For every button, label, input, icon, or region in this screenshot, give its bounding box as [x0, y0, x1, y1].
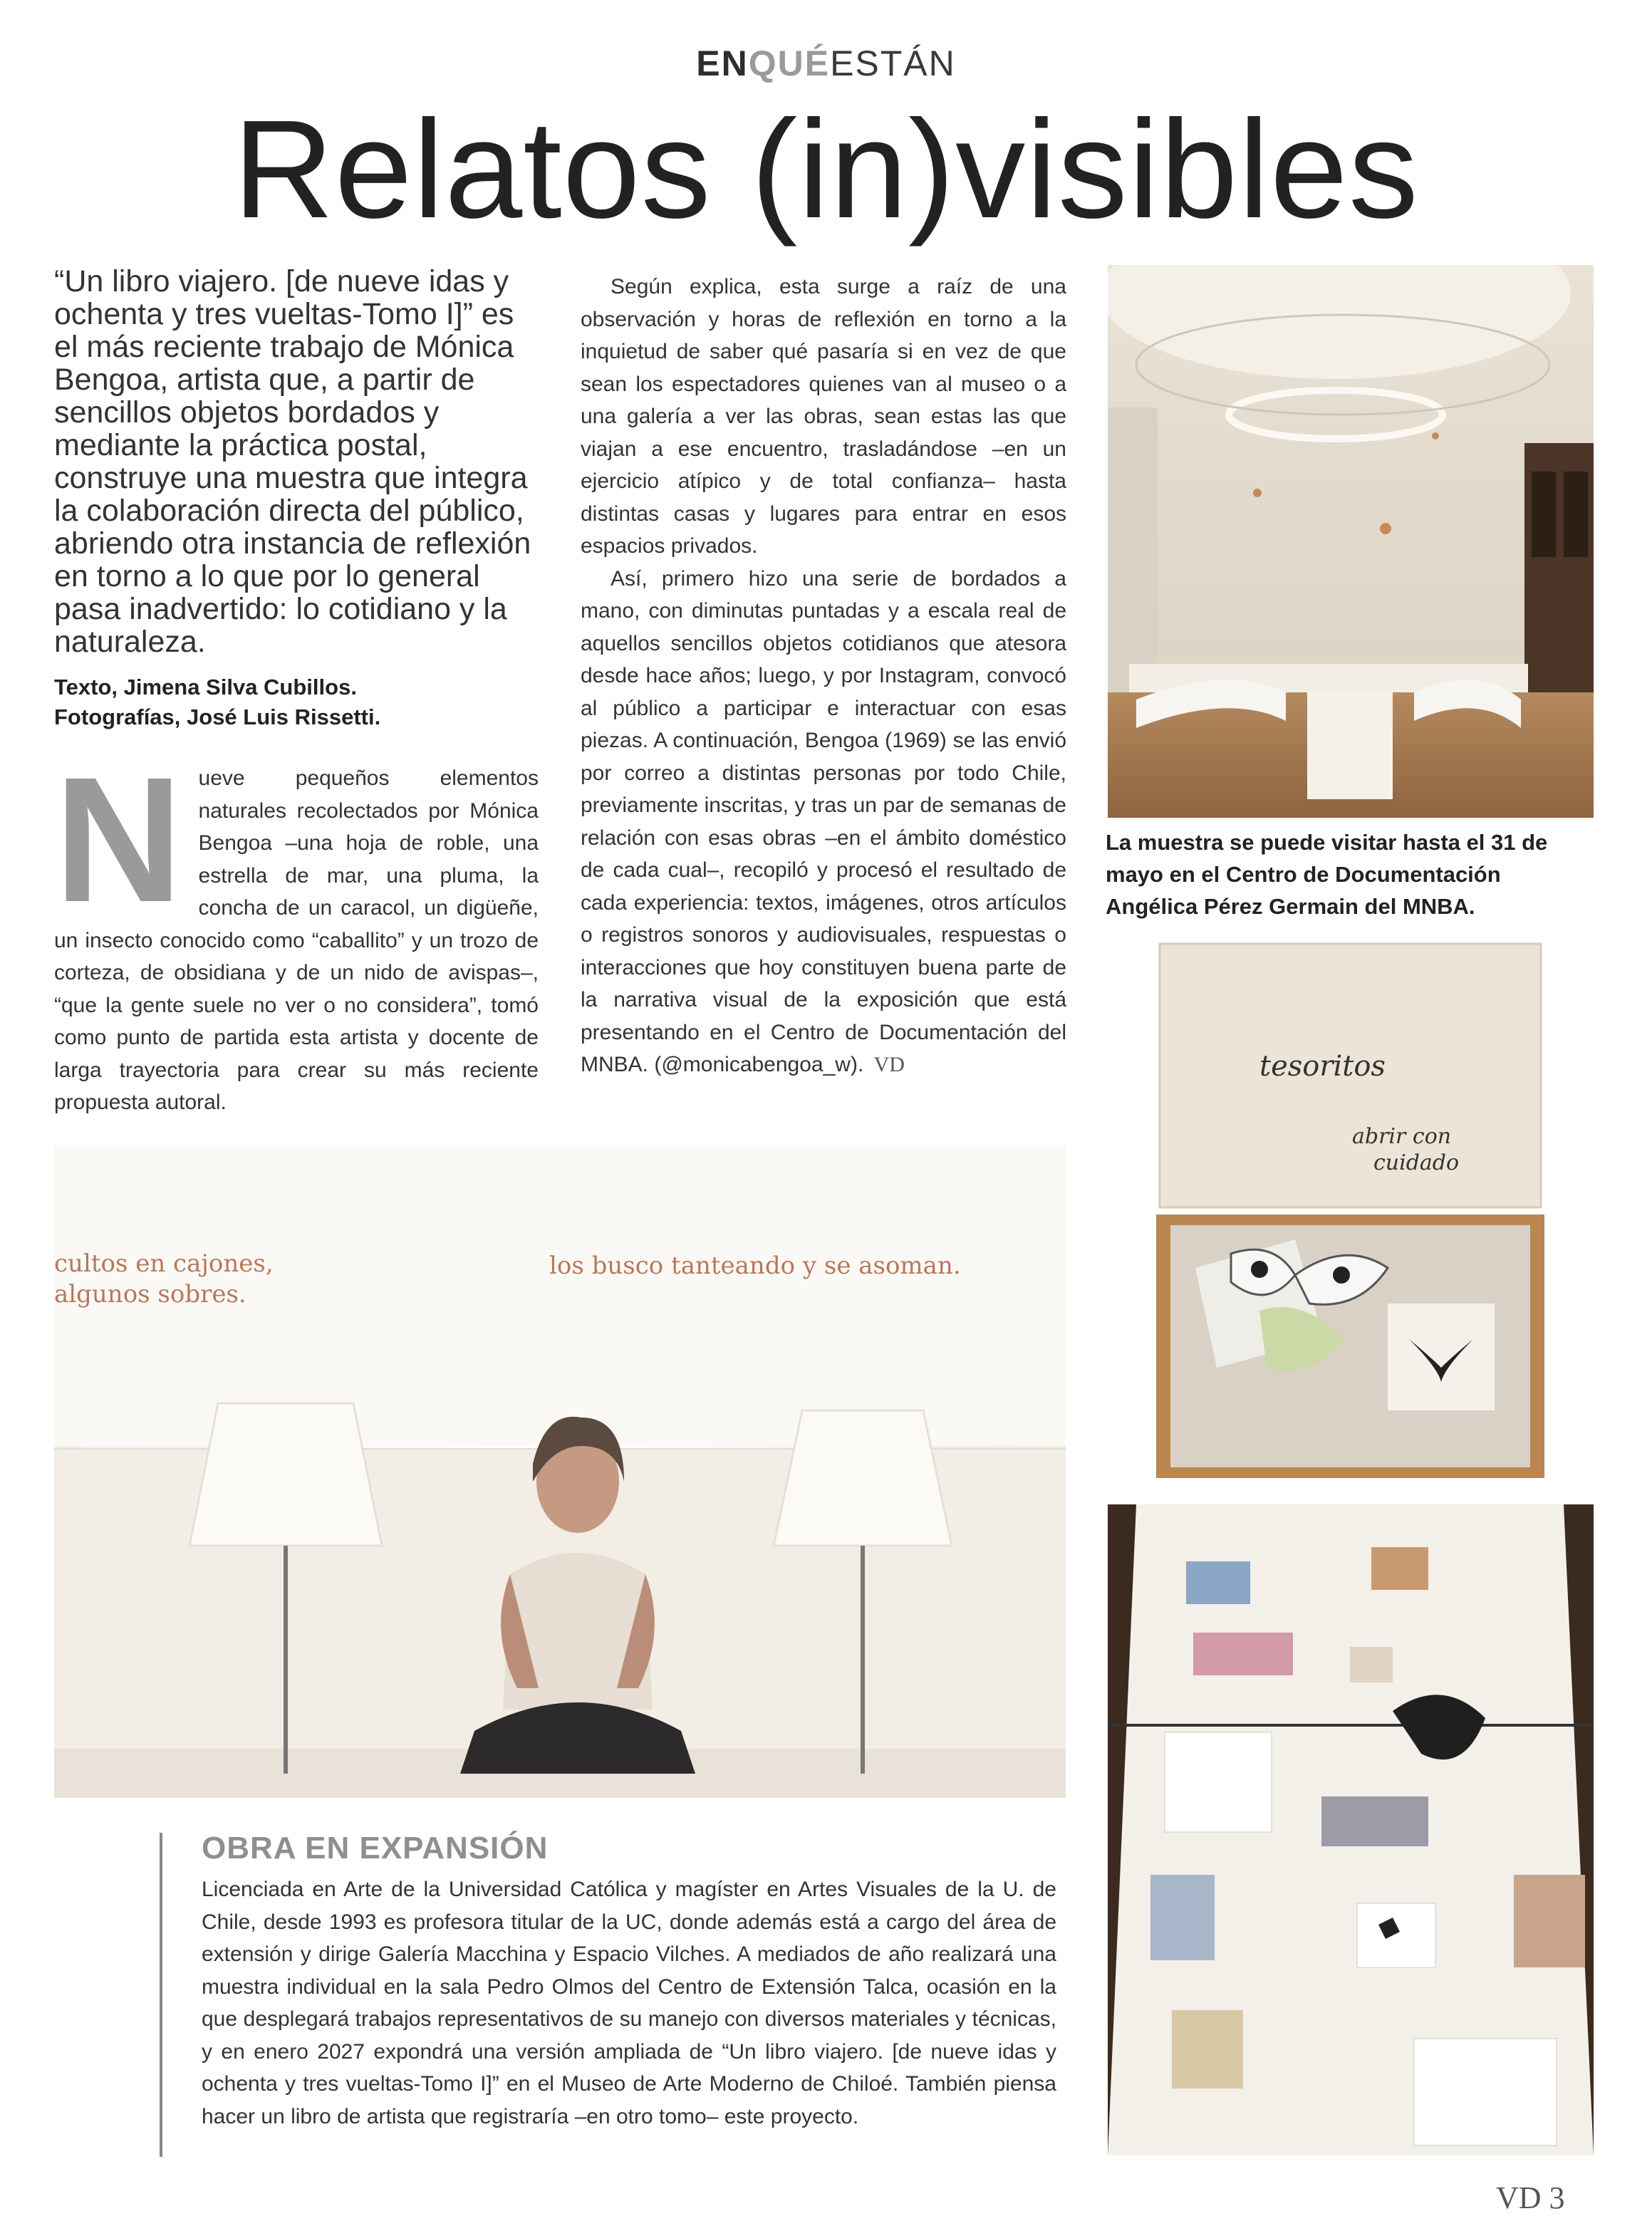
section-label-part-3: ESTÁN: [830, 43, 956, 83]
body-paragraph-1: Según explica, esta surge a raíz de una observación y horas de reflexión en torno a la inquietud de saber qué pasaría si en vez de que sean los espectadores quienes van al museo o a una galería a ver las obras, sean estas las que viajan a ese encuentro, trasladándose –en un ejercicio atípico y de total confianza– hasta distintas casas y lugares para entrar en esos espacios privados.: [581, 275, 1066, 558]
box-label-3: cuidado: [1373, 1150, 1460, 1175]
museum-exhibition-photo: [1108, 265, 1594, 818]
credits: [54, 672, 546, 732]
page-folio: VD 3: [1496, 2180, 1565, 2215]
sidebar-text: Licenciada en Arte de la Universidad Católica y magíster en Artes Visuales de la U. de Chile, desde 1993 es profesora titular de la UC, donde además está a cargo del área de extensión y dirige Galería Macchina y Espacio Vilches. A mediados de año realizará una muestra individual en la sala Pedro Olmos del Centro de Extensión Talca, ocasión en la que desplegará trabajos representativos de su manejo con diversos materiales y técnicas, y en enero 2027 expondrá una versión ampliada de “Un libro viajero. [de nueve idas y ochenta y tres vueltas-Tomo I]” en el Museo de Arte Moderno de Chiloé. También piensa hacer un libro de artista que registraría –en otro tomo– este proyecto.: [202, 1878, 1056, 2128]
lead-paragraph: “Un libro viajero. [de nueve idas y ochenta y tres vueltas-Tomo I]” es el más reciente trabajo de Mónica Bengoa, artista que, a partir de sencillos objetos bordados y mediante la práctica postal, construye una muestra que integra la colaboración directa del público, abriendo otra instancia de reflexión en torno a lo que por lo general pasa inadvertido: lo cotidiano y la naturaleza.: [54, 264, 531, 659]
credit-text: Texto, Jimena Silva Cubillos.: [54, 675, 357, 699]
box-label-2: abrir con: [1352, 1124, 1452, 1149]
embroidered-box-photo: [1153, 940, 1548, 1482]
article-title: Relatos (in)visibles: [233, 91, 1419, 247]
museum-photo-caption: La muestra se puede visitar hasta el 31 de mayo en el Centro de Documentación Angélica Pérez Germain del MNBA.: [1106, 830, 1548, 919]
body-column-1-text: ueve pequeños elementos naturales recolectados por Mónica Bengoa –una hoja de roble, una estrella de mar, una pluma, la concha de un caracol, un digüeñe, un insecto conocido como “caballito” y un trozo de corteza, de obsidiana y de un nido de avispas–, “que la gente suele no ver o no considera”, tomó como punto de partida esta artista y docente de larga trayectoria para crear su más reciente propuesta autoral.: [54, 766, 539, 1114]
section-label: [0, 43, 1652, 84]
body-column-1: [54, 740, 539, 1119]
end-mark: VD: [873, 1053, 905, 1076]
vitrine-photo-illustration: [1108, 1504, 1594, 2155]
drop-cap: N: [54, 740, 183, 939]
box-photo-illustration: [1153, 940, 1548, 1482]
credit-photos: Fotografías, José Luis Rissetti.: [54, 704, 381, 729]
curtain-text-left-2: algunos sobres.: [54, 1280, 246, 1309]
artist-photo-illustration: [54, 1147, 1066, 1798]
body-column-2: [581, 271, 1066, 1081]
sidebar-rule: [160, 1833, 162, 2157]
body-paragraph-2: [581, 563, 1066, 1081]
museum-photo-illustration: [1108, 265, 1594, 818]
artist-portrait-photo: [54, 1147, 1066, 1798]
body-paragraph-2-text: Así, primero hizo una serie de bordados a mano, con diminutas puntadas y a escala real de aquellos sencillos objetos cotidianos que atesora desde hace años; luego, y por Instagram, convocó al público a participar e interactuar con esas piezas. A continuación, Bengoa (1969) se las envió por correo a distintas personas por todo Chile, previamente inscritas, y tras un par de semanas de relación con esas obras –en el ámbito doméstico de cada cual–, recopiló y procesó el resultado de cada experiencia: textos, imágenes, otros artículos o registros sonoros y audiovisuales, respuestas o interacciones que hoy constituyen buena parte de la narrativa visual de la exposición que está presentando en el Centro de Documentación del MNBA. (@monicabengoa_w).: [581, 566, 1066, 1076]
sidebar-title: OBRA EN EXPANSIÓN: [202, 1831, 549, 1866]
section-label-part-1: EN: [696, 43, 749, 83]
section-label-part-2: QUÉ: [748, 43, 831, 83]
curtain-text-right: los busco tanteando y se asoman.: [549, 1252, 961, 1280]
curtain-text-left-1: cultos en cajones,: [54, 1249, 274, 1278]
vitrine-detail-photo: [1108, 1504, 1594, 2155]
box-label-1: tesoritos: [1259, 1050, 1386, 1083]
